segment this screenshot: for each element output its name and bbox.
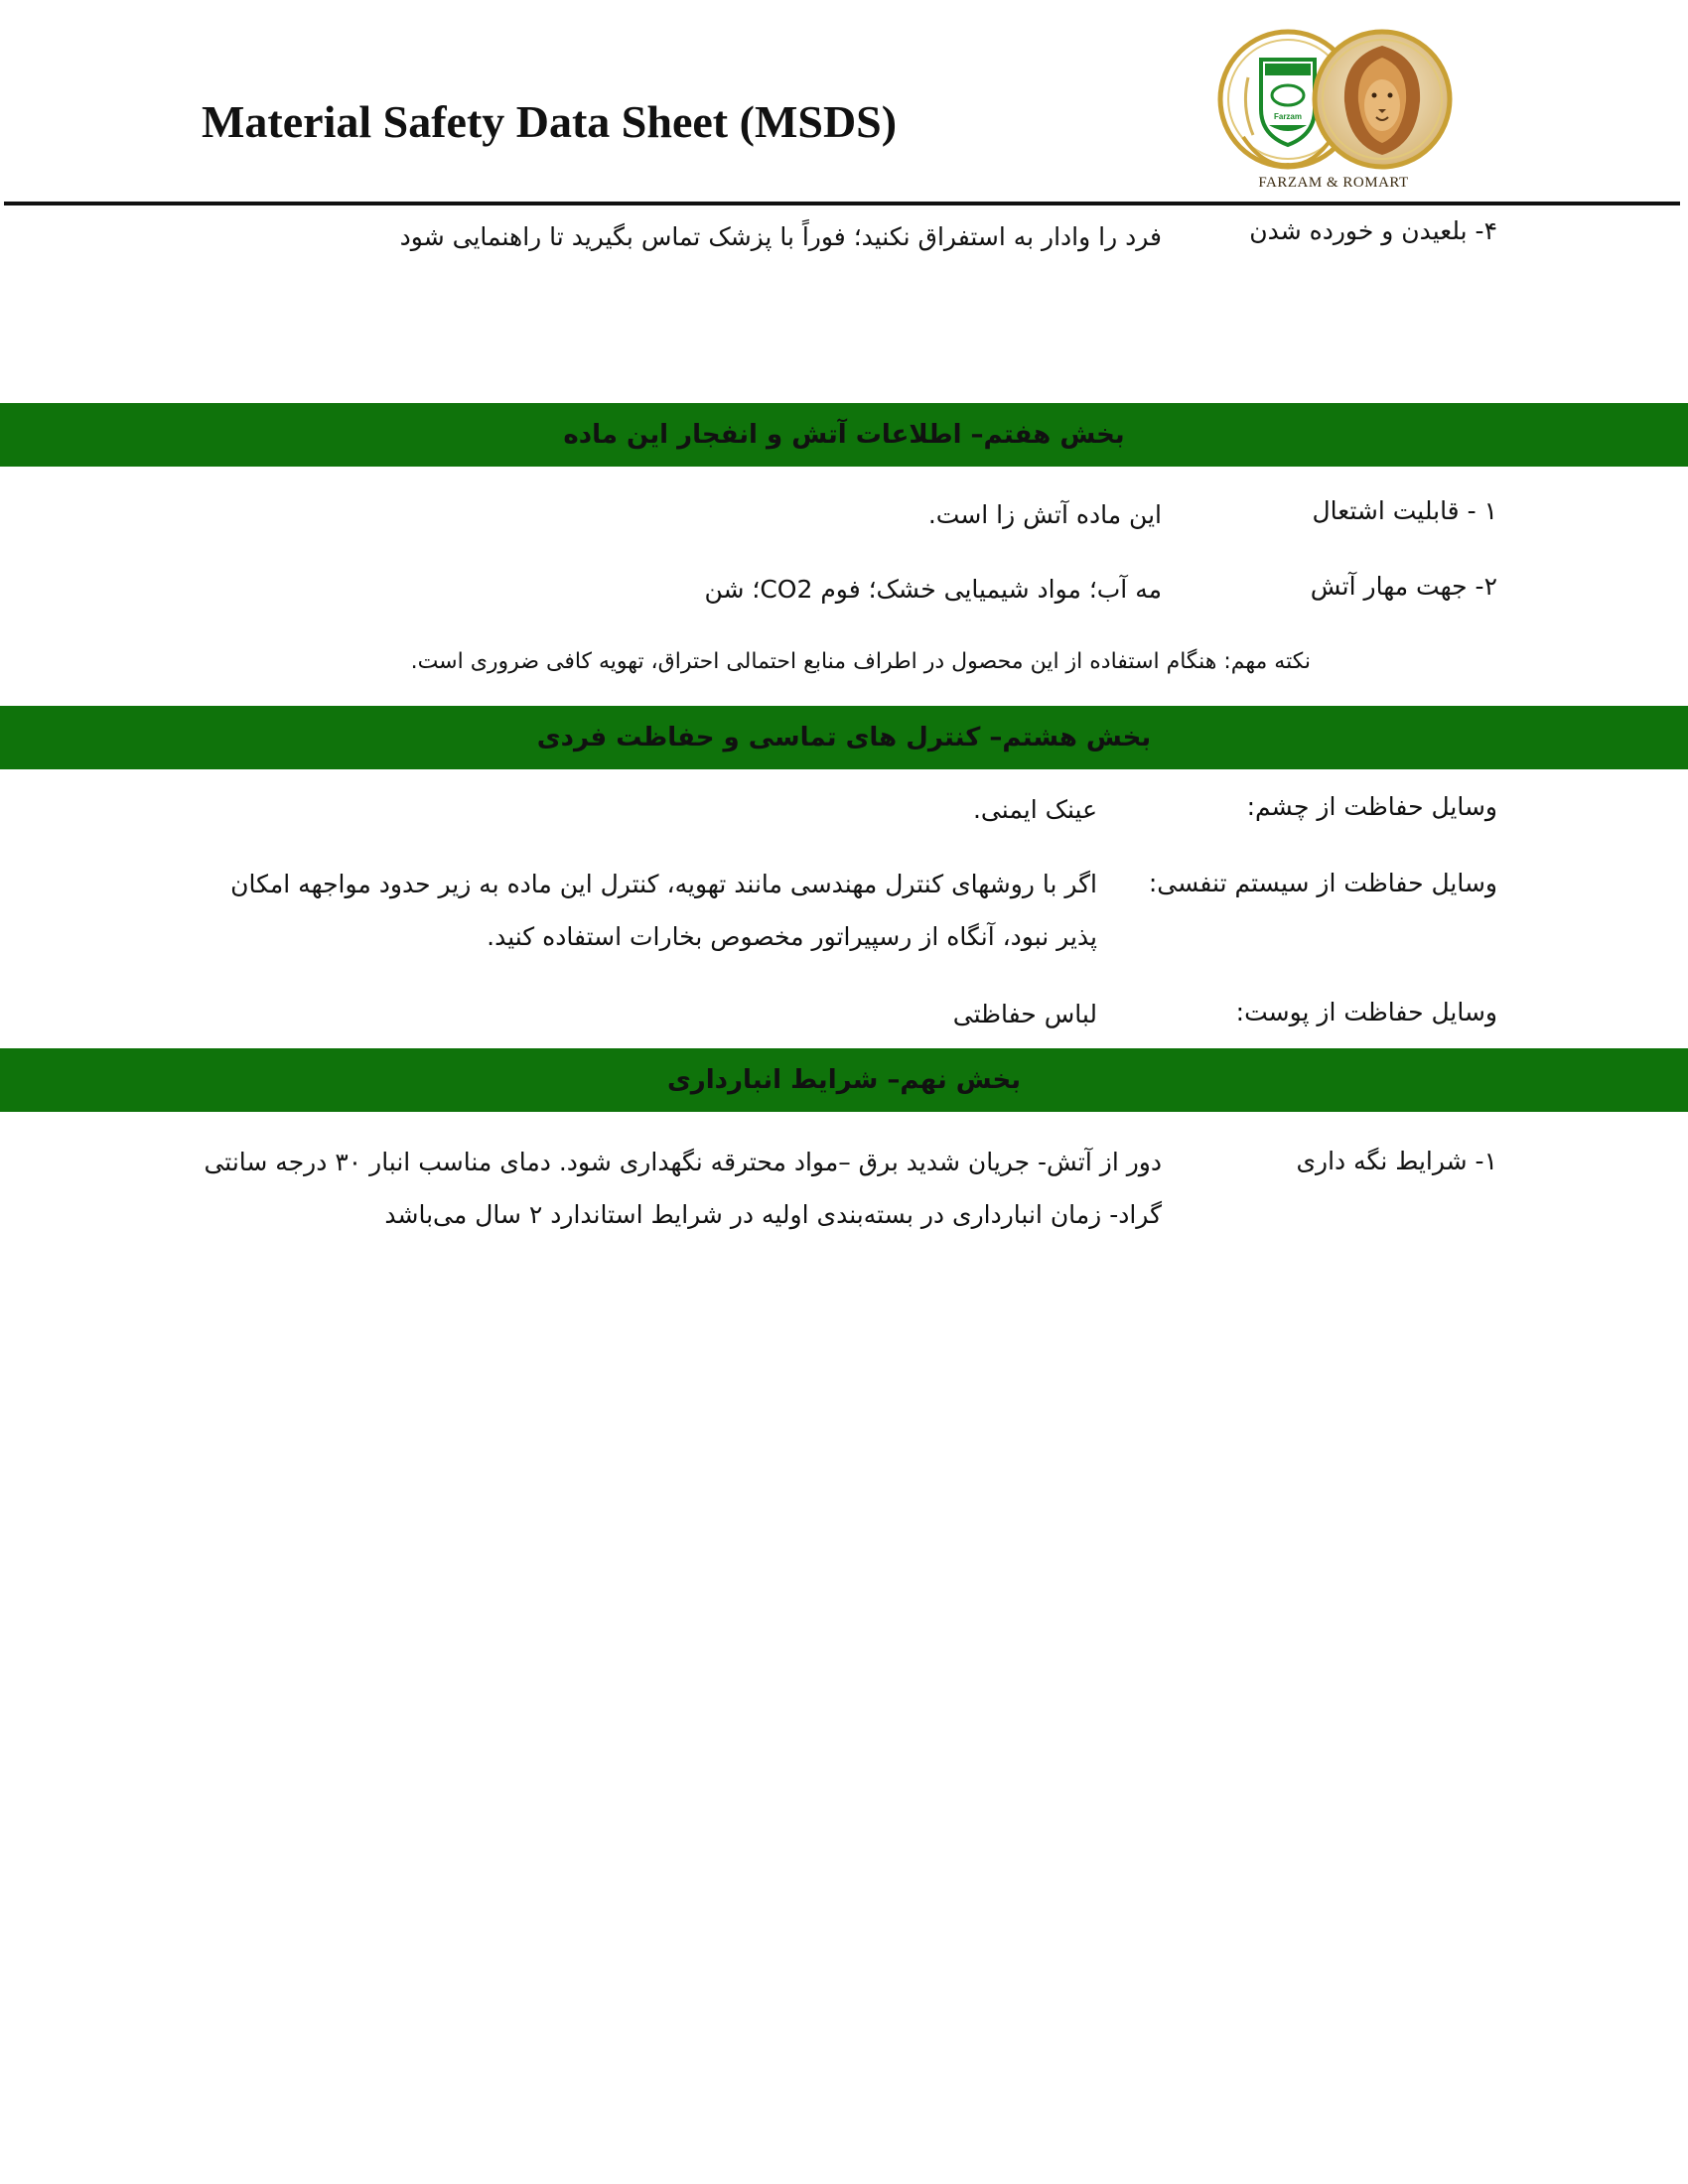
storage-conditions-value: دور از آتش- جریان شدید برق –مواد محترقه نگهداری شود. دمای مناسب انبار ۳۰ درجه سانتی گراد- زمان انبارداری در بسته‌بندی اولیه در شرایط استاندارد ۲ سال می‌باشد	[204, 1148, 1162, 1229]
fire-control-value: مه آب؛ مواد شیمیایی خشک؛ فوم CO2؛ شن	[704, 575, 1162, 604]
important-note: نکته مهم: هنگام استفاده از این محصول در اطراف منابع احتمالی احتراق، تهویه کافی ضروری است.	[410, 649, 1311, 674]
ingestion-label: ۴- بلعیدن و خورده شدن	[1249, 216, 1497, 245]
respiratory-protection-label: وسایل حفاظت از سیستم تنفسی:	[1148, 869, 1497, 897]
storage-conditions-label: ۱- شرایط نگه داری	[1296, 1147, 1497, 1175]
eye-protection-value: عینک ایمنی.	[972, 795, 1097, 824]
header-divider	[4, 202, 1680, 205]
logo-caption: FARZAM & ROMART	[1258, 175, 1409, 191]
section-7-header	[0, 403, 1688, 467]
section-9-header	[0, 1048, 1688, 1112]
eye-protection-label: وسایل حفاظت از چشم:	[1246, 792, 1497, 821]
skin-protection-label: وسایل حفاظت از پوست:	[1235, 998, 1497, 1026]
flammability-value: این ماده آتش زا است.	[927, 500, 1162, 529]
skin-protection-value: لباس حفاظتی	[952, 1000, 1097, 1028]
section-9-title: بخش نهم– شرایط انبارداری	[666, 1065, 1022, 1095]
section-8-header	[0, 706, 1688, 769]
company-logo	[1203, 18, 1462, 197]
respiratory-protection-value: اگر با روشهای کنترل مهندسی مانند تهویه، کنترل این ماده به زیر حدود مواجهه امکان پذیر نبود، آنگاه از رسپیراتور مخصوص بخارات استفاده کنید.	[230, 870, 1097, 951]
section-7-title: بخش هفتم– اطلاعات آتش و انفجار این ماده	[563, 420, 1125, 450]
ingestion-value: فرد را وادار به استفراق نکنید؛ فوراً با پزشک تماس بگیرید تا راهنمایی شود	[399, 222, 1162, 251]
flammability-label: ۱ - قابلیت اشتعال	[1312, 496, 1497, 525]
logo-badge-text: Farzam	[1273, 112, 1303, 121]
page-title: Material Safety Data Sheet (MSDS)	[202, 96, 898, 147]
section-8-title: بخش هشتم– کنترل های تماسی و حفاظت فردی	[536, 723, 1152, 752]
fire-control-label: ۲- جهت مهار آتش	[1310, 572, 1497, 601]
